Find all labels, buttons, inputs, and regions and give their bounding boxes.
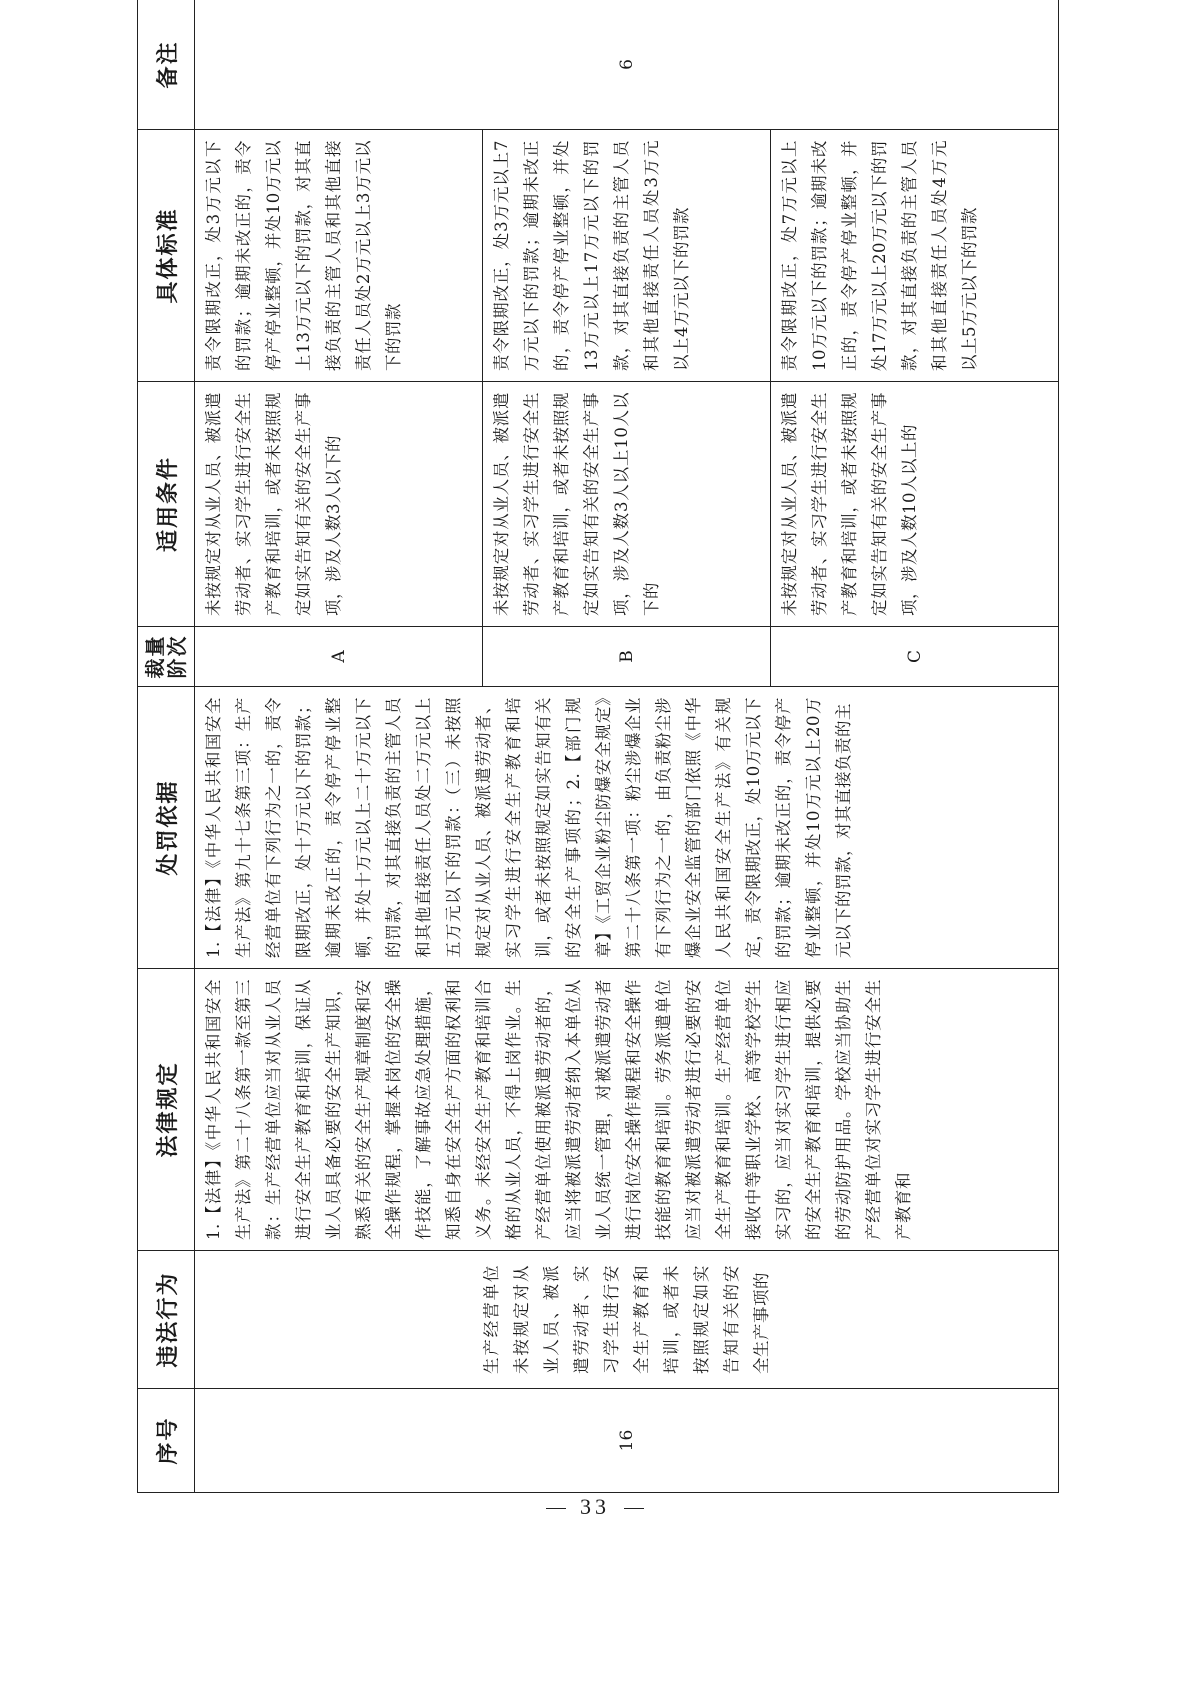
level-c-cell: C (771, 627, 1059, 687)
header-seq: 序号 (138, 1389, 195, 1493)
standard-c-cell (771, 130, 1059, 382)
law-cell (195, 969, 1059, 1251)
header-row (138, 0, 195, 1493)
header-law: 法律规定 (138, 969, 195, 1251)
page-number: 33 (580, 1494, 610, 1519)
rotated-table-container (137, 0, 1057, 1493)
header-conditions: 适用条件 (138, 382, 195, 627)
standard-c-text: 责令限期改正，处7万元以上10万元以下的罚款；逾期未改正的，责令停产停业整顿，并处17万元以上20万元以下的罚款，对其直接负责的主管人员和其他直接责任人员处4万元以上5万元以下的罚款 (780, 140, 979, 371)
condition-b-cell (483, 382, 771, 627)
law-text: 1.【法律】《中华人民共和国安全生产法》第二十八条第一款至第三款：生产经营单位应当对从业人员进行安全生产教育和培训，保证从业人员具备必要的安全生产知识，熟悉有关的安全生产规章制度和安全操作规程，掌握本岗位的安全操作技能，了解事故应急处理措施，知悉自身在安全生产方面的权利和义务。未经安全生产教育和培训合格的从业人员，不得上岗作业。生产经营单位使用被派遣劳动者的，应当将被派遣劳动者纳入本单位从业人员统一管理，对被派遣劳动者进行岗位安全操作规程和安全操作技能的教育和培训。劳务派遣单位应当对被派遣劳动者进行必要的安全生产教育和培训。生产经营单位接收中等职业学校、高等学校学生实习的，应当对实习学生进行相应的安全生产教育和培训，提供必要的劳动防护用品。学校应当协助生产经营单位对实习学生进行安全生产教育和 (204, 979, 913, 1240)
condition-a-text: 未按规定对从业人员、被派遣劳动者、实习学生进行安全生产教育和培训，或者未按照规定如实告知有关的安全生产事项，涉及人数3人以下的 (204, 392, 343, 616)
standard-b-text: 责令限期改正，处3万元以上7万元以下的罚款；逾期未改正的，责令停产停业整顿，并处13万元以上17万元以下的罚款，对其直接负责的主管人员和其他直接责任人员处3万元以上4万元以下的罚款 (492, 140, 691, 371)
header-standard: 具体标准 (138, 130, 195, 382)
condition-c-text: 未按规定对从业人员、被派遣劳动者、实习学生进行安全生产教育和培训，或者未按照规定如实告知有关的安全生产事项，涉及人数10人以上的 (780, 392, 919, 616)
violation-cell (195, 1251, 1059, 1389)
level-b-cell: B (483, 627, 771, 687)
penalty-basis-cell (195, 687, 1059, 969)
header-remarks: 备注 (138, 0, 195, 130)
remarks-cell: 6 (195, 0, 1059, 130)
standard-a-cell (195, 130, 483, 382)
penalty-discretion-table (137, 0, 1059, 1493)
header-level: 裁量阶次 (138, 627, 195, 687)
header-violation: 违法行为 (138, 1251, 195, 1389)
page-number-footer (0, 1494, 1190, 1520)
header-penalty-basis: 处罚依据 (138, 687, 195, 969)
standard-b-cell (483, 130, 771, 382)
page-dash-right (624, 1508, 644, 1509)
condition-c-cell (771, 382, 1059, 627)
violation-text: 生产经营单位未按规定对从业人员、被派遣劳动者、实习学生进行安全生产教育和培训，或者未按照规定如实告知有关的安全生产事项的 (481, 1265, 771, 1374)
table-row-level-a (195, 0, 483, 1493)
page-dash-left (546, 1508, 566, 1509)
condition-a-cell (195, 382, 483, 627)
penalty-basis-text: 1.【法律】《中华人民共和国安全生产法》第九十七条第三项：生产经营单位有下列行为之一的，责令限期改正，处十万元以下的罚款；逾期未改正的，责令停产停业整顿，并处十万元以上二十万元以下的罚款，对其直接负责的主管人员和其他直接责任人员处二万元以上五万元以下的罚款：（三）未按照规定对从业人员、被派遣劳动者、实习学生进行安全生产教育和培训，或者未按照规定如实告知有关的安全生产事项的；2.【部门规章】《工贸企业粉尘防爆安全规定》第二十八条第一项：粉尘涉爆企业有下列行为之一的，由负责粉尘涉爆企业安全监管的部门依照《中华人民共和国安全生产法》有关规定，责令限期改正，处10万元以下的罚款；逾期未改正的，责令停产停业整顿，并处10万元以上20万元以下的罚款，对其直接负责的主 (204, 697, 853, 958)
standard-a-text: 责令限期改正，处3万元以下的罚款；逾期未改正的，责令停产停业整顿，并处10万元以上13万元以下的罚款，对其直接负责的主管人员和其他直接责任人员处2万元以上3万元以下的罚款 (204, 140, 403, 371)
seq-cell: 16 (195, 1389, 1059, 1493)
level-a-cell: A (195, 627, 483, 687)
condition-b-text: 未按规定对从业人员、被派遣劳动者、实习学生进行安全生产教育和培训，或者未按照规定如实告知有关的安全生产事项，涉及人数3人以上10人以下的 (492, 392, 661, 616)
